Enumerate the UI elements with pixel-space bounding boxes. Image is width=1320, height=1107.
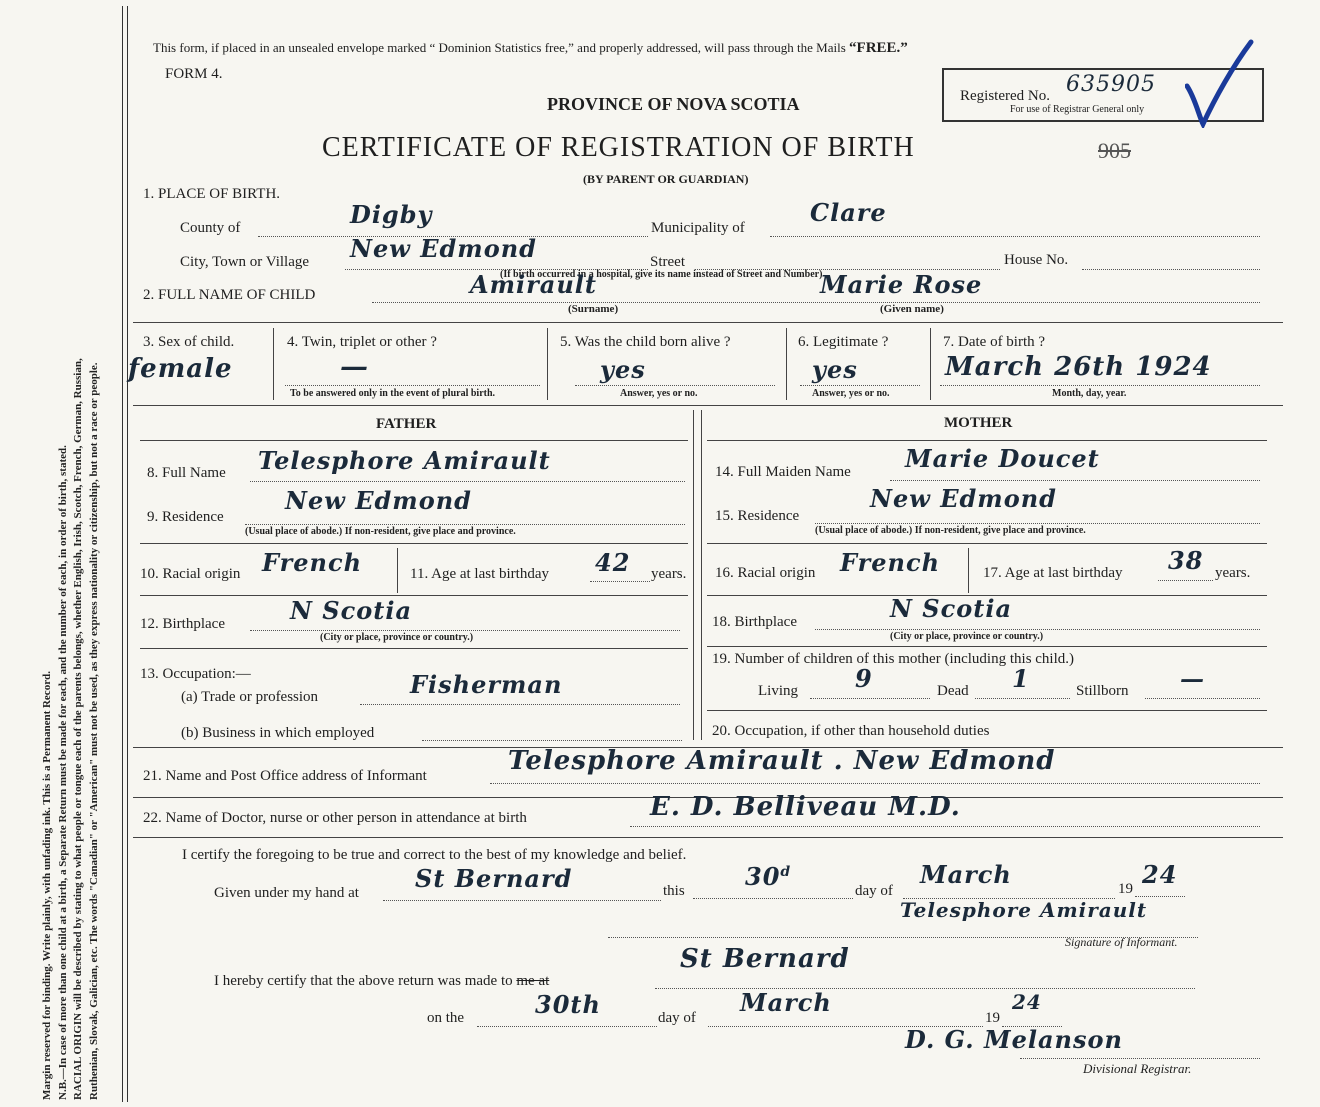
- title-mark: 905: [1098, 138, 1131, 163]
- father-age-value: 42: [595, 548, 631, 577]
- doctor-label: 22. Name of Doctor, nurse or other person in attendance at birth: [143, 810, 527, 826]
- county-label: County of: [180, 220, 241, 236]
- province-heading: PROVINCE OF NOVA SCOTIA: [547, 94, 800, 114]
- day-of-label: day of: [855, 883, 893, 899]
- born-alive-caption: Answer, yes or no.: [620, 388, 698, 399]
- mother-birthplace-label: 18. Birthplace: [712, 614, 797, 630]
- trade-label: (a) Trade or profession: [181, 689, 319, 705]
- stillborn-value: —: [1180, 664, 1205, 693]
- day-value: 30$^d$: [745, 862, 792, 891]
- registrar-day-of-label: day of: [658, 1010, 696, 1026]
- informant-label: 21. Name and Post Office address of Informant: [143, 768, 427, 784]
- mother-birthplace-value: N Scotia: [890, 594, 1012, 623]
- father-age-label: 11. Age at last birthday: [410, 566, 549, 582]
- father-residence-caption: (Usual place of abode.) If non-resident, give place and province.: [245, 526, 516, 537]
- legitimate-caption: Answer, yes or no.: [812, 388, 890, 399]
- margin-notes: [40, 40, 102, 1100]
- mother-heading: MOTHER: [944, 415, 1013, 431]
- mother-residence-label: 15. Residence: [715, 508, 800, 524]
- mother-residence-caption: (Usual place of abode.) If non-resident, give place and province.: [815, 525, 1086, 536]
- place-of-birth-heading: 1. PLACE OF BIRTH.: [143, 186, 281, 202]
- registrar-use-note: For use of Registrar General only: [1010, 104, 1145, 115]
- racial-origin-note-2: Ruthenian, Slovak, Galician, etc. The words "Canadian" or "American" must not be used, as they express nationality or citizenship, but not a race or people.: [87, 362, 100, 1100]
- mother-age-value: 38: [1168, 546, 1204, 575]
- legitimate-label: 6. Legitimate ?: [798, 334, 889, 350]
- registrar-caption: Divisional Registrar.: [1083, 1061, 1192, 1076]
- given-place-value: St Bernard: [415, 864, 573, 893]
- father-occupation-label: 13. Occupation:—: [140, 666, 251, 682]
- page-subtitle: (BY PARENT OR GUARDIAN): [583, 172, 749, 186]
- father-age-unit: years.: [651, 566, 687, 582]
- racial-origin-note-1: RACIAL ORIGIN will be described by stating to what people or tongue each of the parents belongs, whether English, Irish, Scotch, French, German, Russian,: [72, 358, 84, 1100]
- twin-value: —: [340, 350, 369, 383]
- margin-rule-inner: [127, 6, 128, 1102]
- father-birthplace-label: 12. Birthplace: [140, 616, 225, 632]
- check-mark-icon: [1185, 38, 1255, 128]
- father-name-value: Telesphore Amirault: [258, 446, 551, 475]
- twin-label: 4. Twin, triplet or other ?: [287, 334, 437, 350]
- sex-label: 3. Sex of child.: [143, 334, 235, 350]
- doctor-value: E. D. Belliveau M.D.: [650, 792, 961, 822]
- dead-label: Dead: [937, 683, 969, 699]
- on-the-label: on the: [427, 1010, 465, 1026]
- informant-signature-caption: Signature of Informant.: [1065, 935, 1178, 949]
- mother-racial-value: French: [840, 548, 941, 577]
- certify-text: I certify the foregoing to be true and correct to the best of my knowledge and belief.: [182, 847, 687, 863]
- dead-value: 1: [1012, 664, 1030, 693]
- living-value: 9: [855, 664, 873, 693]
- trade-value: Fisherman: [410, 670, 563, 699]
- registrar-day-value: 30th: [535, 990, 601, 1019]
- page-title: CERTIFICATE OF REGISTRATION OF BIRTH: [322, 132, 915, 163]
- born-alive-value: yes: [600, 355, 646, 384]
- mother-racial-label: 16. Racial origin: [715, 565, 816, 581]
- form-number: FORM 4.: [165, 66, 223, 82]
- dob-value: March 26th 1924: [945, 352, 1212, 382]
- street-label: Street: [650, 254, 685, 270]
- father-heading: FATHER: [376, 416, 437, 432]
- father-birthplace-value: N Scotia: [290, 596, 412, 625]
- month-value: March: [920, 860, 1012, 889]
- father-residence-label: 9. Residence: [147, 509, 224, 525]
- nb-note: N.B.—In case of more than one child at a birth, a Separate Return must be made for each, and the number of each, in order of birth, stated.: [56, 445, 69, 1100]
- given-label: Given under my hand at: [214, 885, 359, 901]
- living-label: Living: [758, 683, 798, 699]
- registrar-year-prefix: 19: [985, 1010, 1000, 1026]
- father-residence-value: New Edmond: [285, 486, 472, 515]
- municipality-value: Clare: [810, 198, 887, 227]
- child-surname-value: Amirault: [470, 270, 597, 299]
- registrar-month-value: March: [740, 988, 832, 1017]
- mother-occupation-label: 20. Occupation, if other than household duties: [712, 723, 990, 739]
- municipality-label: Municipality of: [651, 220, 745, 236]
- business-label: (b) Business in which employed: [181, 725, 375, 741]
- mother-age-unit: years.: [1215, 565, 1251, 581]
- mother-name-label: 14. Full Maiden Name: [715, 464, 851, 480]
- father-birthplace-caption: (City or place, province or country.): [320, 632, 474, 643]
- child-given-value: Marie Rose: [820, 270, 983, 299]
- born-alive-label: 5. Was the child born alive ?: [560, 334, 731, 350]
- informant-value: Telesphore Amirault . New Edmond: [508, 746, 1056, 776]
- city-value: New Edmond: [350, 234, 537, 263]
- surname-caption: (Surname): [568, 303, 619, 315]
- stillborn-label: Stillborn: [1076, 683, 1129, 699]
- children-count-label: 19. Number of children of this mother (including this child.): [712, 651, 1075, 667]
- city-label: City, Town or Village: [180, 254, 310, 270]
- hospital-note: (If birth occurred in a hospital, give its name instead of Street and Number): [500, 269, 823, 280]
- father-name-label: 8. Full Name: [147, 465, 226, 481]
- child-name-label: 2. FULL NAME OF CHILD: [143, 287, 316, 303]
- mother-birthplace-caption: (City or place, province or country.): [890, 631, 1044, 642]
- mother-name-value: Marie Doucet: [905, 444, 1100, 473]
- father-racial-label: 10. Racial origin: [140, 566, 241, 582]
- registered-label: Registered No.: [960, 88, 1050, 104]
- year-prefix: 19: [1118, 881, 1133, 897]
- sex-value: female: [128, 354, 233, 384]
- dob-label: 7. Date of birth ?: [943, 334, 1046, 350]
- year-value: 24: [1142, 860, 1178, 889]
- house-no-label: House No.: [1004, 252, 1069, 268]
- registrar-certify-text: I hereby certify that the above return was made to me at: [214, 973, 550, 989]
- legitimate-value: yes: [812, 355, 858, 384]
- registrar-year-value: 24: [1012, 990, 1042, 1014]
- mother-residence-value: New Edmond: [870, 484, 1057, 513]
- dob-caption: Month, day, year.: [1052, 388, 1127, 399]
- father-racial-value: French: [262, 548, 363, 577]
- binding-note: Margin reserved for binding. Write plainly, with unfading ink. This is a Permanent Record.: [41, 671, 53, 1100]
- twin-caption: To be answered only in the event of plural birth.: [290, 388, 496, 399]
- informant-signature: Telesphore Amirault: [900, 898, 1148, 922]
- mail-notice: This form, if placed in an unsealed envelope marked “ Dominion Statistics free,” and properly addressed, will pass through the Mails “FREE.”: [153, 40, 908, 56]
- margin-rule-outer: [122, 6, 123, 1102]
- county-value: Digby: [350, 200, 433, 229]
- this-label: this: [663, 883, 685, 899]
- registrar-place-value: St Bernard: [680, 944, 850, 974]
- registered-number: 635905: [1066, 72, 1156, 97]
- mother-age-label: 17. Age at last birthday: [983, 565, 1123, 581]
- registrar-signature: D. G. Melanson: [905, 1025, 1123, 1054]
- given-caption: (Given name): [880, 303, 944, 315]
